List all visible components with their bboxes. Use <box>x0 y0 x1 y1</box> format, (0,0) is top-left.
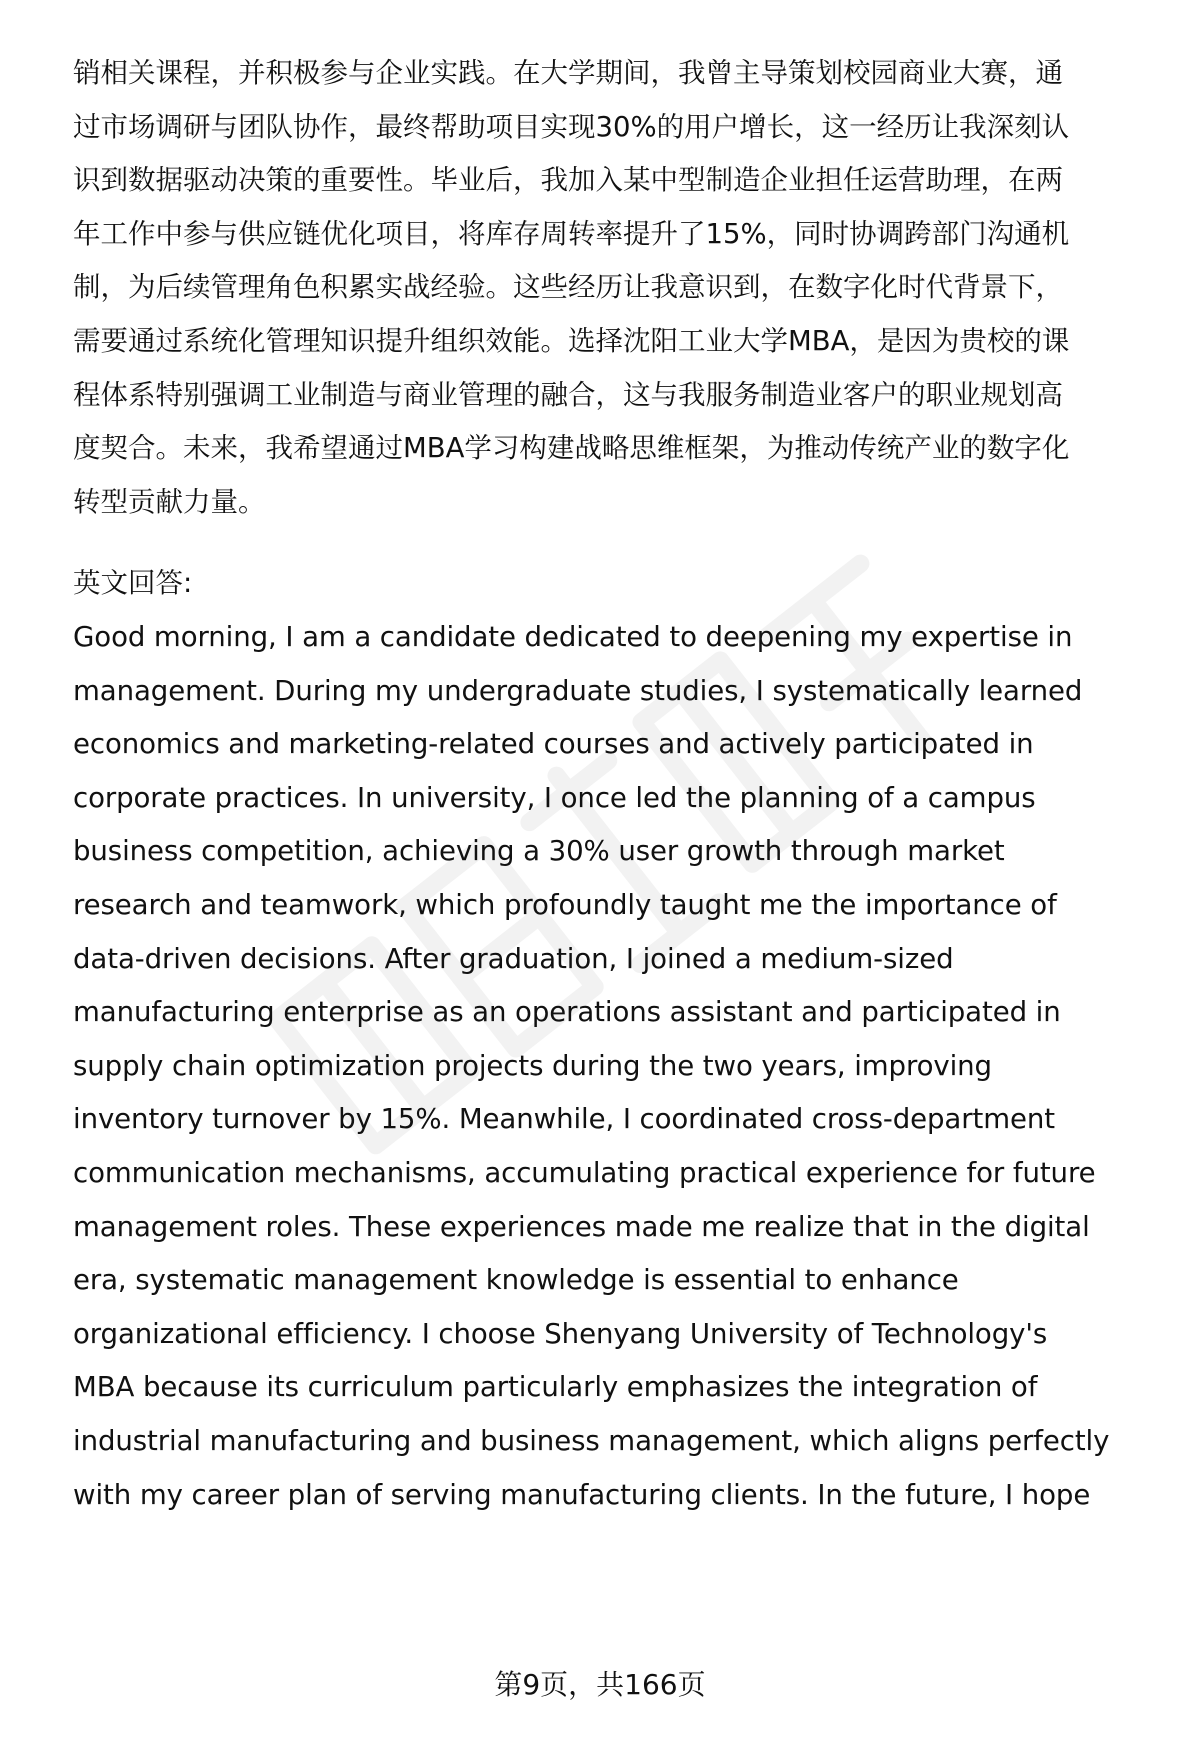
chinese-answer-line: 过市场调研与团队协作，最终帮助项目实现30%的用户增长，这一经历让我深刻认 <box>73 110 1070 143</box>
english-answer-line: with my career plan of serving manufacturing clients. In the future, I hope <box>73 1477 1091 1511</box>
english-answer-line: data-driven decisions. After graduation, I joined a medium-sized <box>73 941 954 975</box>
english-answer-line: management. During my undergraduate studies, I systematically learned <box>73 673 1083 707</box>
english-answer-line: economics and marketing-related courses and actively participated in <box>73 727 1034 761</box>
english-answer-heading: 英文回答: <box>73 567 193 599</box>
chinese-answer-line: 需要通过系统化管理知识提升组织效能。选择沈阳工业大学MBA，是因为贵校的课 <box>73 325 1070 357</box>
english-answer-line: inventory turnover by 15%. Meanwhile, I coordinated cross-department <box>73 1102 1055 1136</box>
english-answer-line: Good morning, I am a candidate dedicated to deepening my expertise in <box>73 620 1073 653</box>
english-answer-line: era, systematic management knowledge is essential to enhance <box>73 1263 959 1297</box>
chinese-answer-line: 销相关课程，并积极参与企业实践。在大学期间，我曾主导策划校园商业大赛，通 <box>73 57 1063 89</box>
english-answer-line: research and teamwork, which profoundly taught me the importance of <box>73 888 1057 921</box>
chinese-answer-line: 度契合。未来，我希望通过MBA学习构建战略思维框架，为推动传统产业的数字化 <box>73 432 1070 465</box>
english-answer-line: manufacturing enterprise as an operations assistant and participated in <box>73 995 1061 1029</box>
english-answer-line: communication mechanisms, accumulating practical experience for future <box>73 1156 1096 1189</box>
chinese-answer-line: 制，为后续管理角色积累实战经验。这些经历让我意识到，在数字化时代背景下， <box>73 271 1063 304</box>
english-answer-line: supply chain optimization projects during the two years, improving <box>73 1048 992 1082</box>
chinese-answer-line: 年工作中参与供应链优化项目，将库存周转率提升了15%，同时协调跨部门沟通机 <box>73 217 1070 250</box>
english-answer-line: industrial manufacturing and business management, which aligns perfectly <box>73 1424 1110 1457</box>
english-answer-line: MBA because its curriculum particularly emphasizes the integration of <box>73 1370 1038 1404</box>
english-answer-line: management roles. These experiences made me realize that in the digital <box>73 1209 1090 1243</box>
chinese-answer-line: 识到数据驱动决策的重要性。毕业后，我加入某中型制造企业担任运营助理，在两 <box>73 164 1063 197</box>
english-answer-line: business competition, achieving a 30% user growth through market <box>73 834 1005 868</box>
english-answer-line: corporate practices. In university, I once led the planning of a campus <box>73 780 1036 814</box>
chinese-answer-line: 程体系特别强调工业制造与商业管理的融合，这与我服务制造业客户的职业规划高 <box>73 378 1063 411</box>
page-footer: 第9页，共166页 <box>494 1668 706 1701</box>
chinese-answer-line: 转型贡献力量。 <box>73 485 266 518</box>
english-answer-line: organizational efficiency. I choose Shenyang University of Technology's <box>73 1316 1048 1350</box>
